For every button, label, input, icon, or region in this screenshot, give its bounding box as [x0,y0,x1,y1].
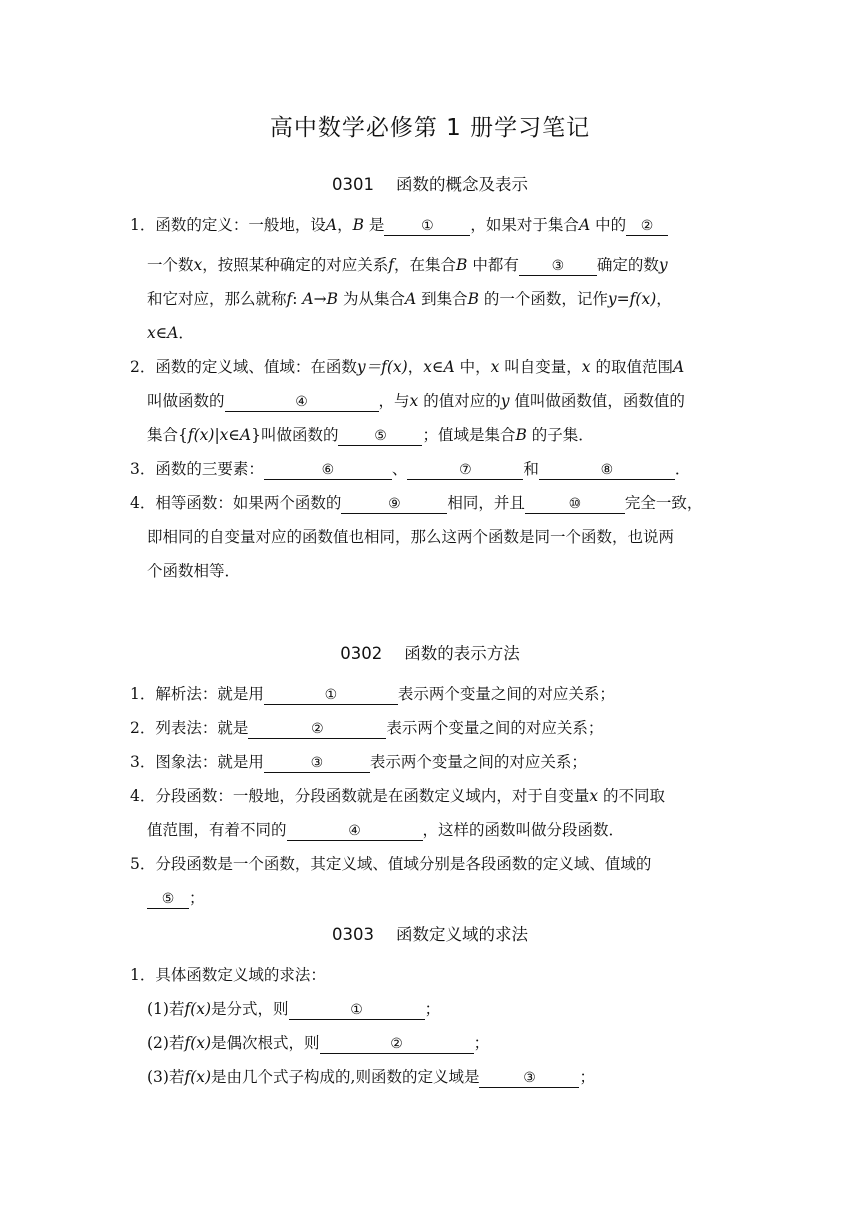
math: f(x)|x∈A [187,426,252,444]
text: 一个数 [147,256,194,274]
math: B [456,256,468,274]
text-line [130,853,651,875]
text: ； [424,1000,441,1018]
blank-field: ③ [264,754,370,773]
blank-field: ④ [287,822,423,841]
text: 1．具体函数定义域的求法： [130,966,326,984]
text: (3)若 [147,1068,185,1086]
text-line [147,560,240,582]
text-line [147,254,668,276]
blank-field: ② [320,1035,474,1054]
text: 中都有 [467,256,519,274]
text: 2．列表法：就是 [130,719,249,737]
text: 4．分段函数：一般地，分段函数就是在函数定义域内，对于自变量 [130,787,590,805]
text: ；值域是集合 [422,426,516,444]
blank-field: ① [264,686,398,705]
math: f(x) [184,1034,212,1052]
text: 值范围，有着不同的 [147,821,287,839]
text: 、 [391,460,408,478]
blank-field: ⑨ [341,495,447,514]
text: 叫自变量， [499,358,582,376]
text: 是由几个式子构成的,则函数的定义域是 [211,1068,480,1086]
text: ， [407,358,424,376]
text: → [313,290,327,308]
text: 1．函数的定义：一般地，设 [130,216,326,234]
text: 是偶次根式，则 [211,1034,320,1052]
text: 的一个函数，记作 [478,290,608,308]
section-number: 0301 [332,175,374,194]
text-line [130,751,587,773]
text-line [147,390,685,412]
text: 和 [523,460,539,478]
text: 为从集合 [338,290,405,308]
text: 3．图象法：就是用 [130,753,264,771]
math: x [193,256,203,274]
text: ， [337,216,353,234]
math: A [578,216,591,234]
text: 的子集． [526,426,594,444]
text: 中， [454,358,491,376]
math: x [490,358,500,376]
math: B [352,216,364,234]
text: 相同，并且 [447,494,525,512]
text: 表示两个变量之间的对应关系； [369,753,587,771]
text-line [147,819,624,841]
text-line [147,887,205,909]
blank-field: ⑥ [264,461,392,480]
text: ，如果对于集合 [470,216,579,234]
text-line [130,683,615,705]
math: y [658,256,668,274]
math: x∈A [423,358,455,376]
math: x [581,358,591,376]
math: y＝f(x) [356,358,408,376]
text-line [130,785,665,807]
text: 叫做函数的 [147,392,225,410]
math: x∈A [147,324,179,342]
text-line [130,458,690,480]
blank-field: ③ [479,1069,579,1088]
blank-field: ⑦ [407,461,523,480]
text: 到集合 [416,290,468,308]
text: 中的 [590,216,627,234]
text-line [147,998,440,1020]
math: B [326,290,339,308]
text-line [130,717,603,739]
text: 是分式，则 [211,1000,289,1018]
blank-field: ③ [519,257,597,276]
text-line [147,526,674,548]
text: 确定的数 [596,256,659,274]
text: 即相同的自变量对应的函数值也相同，那么这两个函数是同一个函数，也说两 [147,528,675,546]
text: 集合{ [147,426,188,444]
blank-field: ④ [225,393,379,412]
section-heading-0301 [0,171,860,195]
text: 的不同取 [598,787,666,805]
text-line [147,322,194,344]
text: ． [178,324,194,342]
text: 表示两个变量之间的对应关系； [386,719,604,737]
blank-field: ⑩ [525,495,625,514]
blank-field: ① [384,217,470,236]
text: ，这样的函数叫做分段函数． [422,821,625,839]
math: A [672,358,685,376]
text: 表示两个变量之间的对应关系； [397,685,615,703]
blank-field: ② [248,720,386,739]
section-number: 0302 [340,644,383,663]
text: 和它对应，那么就称 [147,290,287,308]
math: A [325,216,338,234]
text: ， [656,290,672,308]
text: ，在集合 [394,256,457,274]
text: }叫做函数的 [251,426,339,444]
blank-field: ⑧ [539,461,675,480]
text-line [130,214,668,236]
text: 完全一致， [624,494,703,512]
math: f [388,256,395,274]
text: 的取值范围 [590,358,673,376]
text: : [292,290,303,308]
math: y=f(x) [607,290,657,308]
math: x [589,787,599,805]
math: B [467,290,479,308]
text-line [147,288,672,310]
section-title: 函数的概念及表示 [396,175,528,194]
text: ． [674,460,691,478]
text: 1．解析法：就是用 [130,685,264,703]
text: 的值对应的 [418,392,501,410]
text-line [147,1032,489,1054]
blank-field: ⑤ [338,427,422,446]
text: 3．函数的三要素： [130,460,264,478]
math: x [409,392,419,410]
math: A [404,290,417,308]
text-line [130,356,684,378]
text: ； [473,1034,490,1052]
text-line [130,964,326,986]
math: B [515,426,527,444]
text: (2)若 [147,1034,185,1052]
text-line [130,492,702,514]
text: ； [189,889,205,907]
text: 值叫做函数值，函数值的 [509,392,685,410]
section-number: 0303 [332,925,374,944]
text: 2．函数的定义域、值域：在函数 [130,358,357,376]
text: 4．相等函数：如果两个函数的 [130,494,342,512]
text-line [147,1066,595,1088]
text: 个函数相等． [147,562,241,580]
section-heading-0302 [0,640,860,664]
blank-field: ② [626,217,668,236]
text: ，与 [378,392,410,410]
section-title: 函数定义域的求法 [396,925,528,944]
math: A [302,290,314,308]
math: f(x) [184,1068,212,1086]
blank-field: ① [289,1001,425,1020]
text: 是 [363,216,385,234]
text: 5．分段函数是一个函数，其定义域、值域分别是各段函数的定义域、值域的 [130,855,652,873]
math: f(x) [184,1000,212,1018]
text: ，按照某种确定的对应关系 [202,256,389,274]
section-heading-0303 [0,921,860,945]
text-line [147,424,594,446]
section-title: 函数的表示方法 [404,644,520,663]
page-title: 高中数学必修第 1 册学习笔记 [269,115,591,141]
text: (1)若 [147,1000,185,1018]
text: ； [579,1068,595,1086]
blank-field: ⑤ [147,890,189,909]
math: f [286,290,293,308]
math: y [500,392,510,410]
